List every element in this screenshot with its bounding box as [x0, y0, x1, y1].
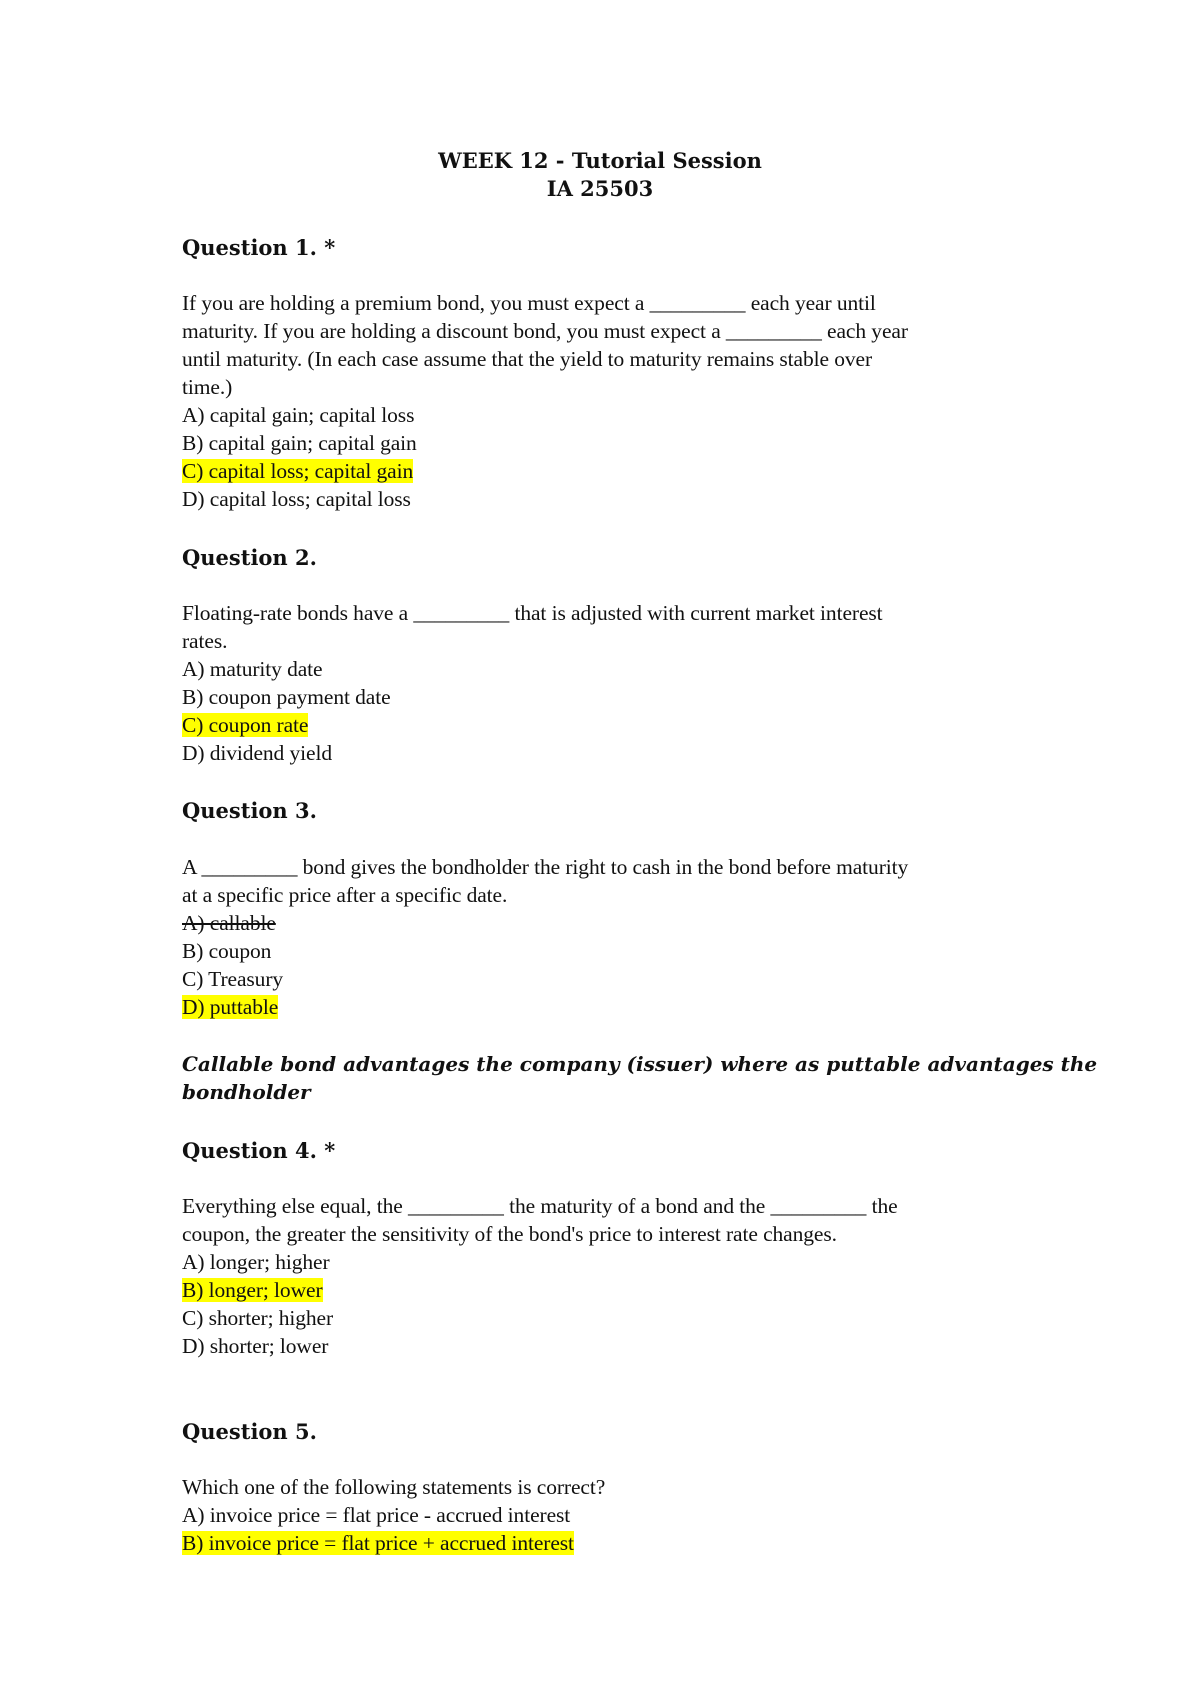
answer-highlight: B) longer; lower: [182, 1278, 323, 1302]
question-3-note-line: Callable bond advantages the company (issuer) where as puttable advantages the: [182, 1052, 1098, 1076]
question-4-option-a: A) longer; higher: [182, 1250, 330, 1274]
question-2-stem-line: Floating-rate bonds have a _________ that is adjusted with current market interest: [182, 601, 883, 625]
question-2-option-d: D) dividend yield: [182, 741, 332, 765]
question-3-heading: Question 3.: [182, 798, 317, 823]
question-1-stem-line: until maturity. (In each case assume that the yield to maturity remains stable over: [182, 347, 873, 371]
question-2-option-a: A) maturity date: [182, 657, 323, 681]
question-4-stem-line: coupon, the greater the sensitivity of the bond's price to interest rate changes.: [182, 1222, 837, 1246]
question-1-stem-line: maturity. If you are holding a discount bond, you must expect a _________ each year: [182, 319, 908, 343]
answer-highlight: C) coupon rate: [182, 713, 309, 737]
question-1-stem-line: If you are holding a premium bond, you must expect a _________ each year until: [182, 291, 876, 315]
question-5-option-b: [182, 1531, 574, 1556]
question-4-heading: Question 4. *: [182, 1138, 336, 1163]
struck-option: A) callable: [182, 911, 276, 935]
document-title: WEEK 12 - Tutorial Session: [438, 148, 762, 173]
question-1-stem-line: time.): [182, 375, 233, 399]
question-1-option-b: B) capital gain; capital gain: [182, 431, 417, 455]
course-code: IA 25503: [546, 176, 654, 201]
answer-highlight: B) invoice price = flat price + accrued interest: [182, 1531, 574, 1555]
question-3-option-c: C) Treasury: [182, 967, 284, 991]
question-4-option-c: C) shorter; higher: [182, 1306, 334, 1330]
question-3-stem-line: at a specific price after a specific date.: [182, 883, 508, 907]
question-1-option-a: A) capital gain; capital loss: [182, 403, 415, 427]
question-5-stem-line: Which one of the following statements is correct?: [182, 1475, 606, 1499]
question-3-stem-line: A _________ bond gives the bondholder the right to cash in the bond before maturity: [182, 855, 909, 879]
question-1-option-c: [182, 459, 413, 484]
question-1-heading: Question 1. *: [182, 235, 336, 260]
question-4-option-d: D) shorter; lower: [182, 1334, 329, 1358]
question-3-option-b: B) coupon: [182, 939, 272, 963]
answer-highlight: D) puttable: [182, 995, 279, 1019]
question-3-option-d: [182, 995, 278, 1020]
question-3-note-line: bondholder: [182, 1080, 311, 1104]
question-5-heading: Question 5.: [182, 1419, 317, 1444]
question-3-option-a: [182, 911, 276, 936]
question-5-option-a: A) invoice price = flat price - accrued interest: [182, 1503, 571, 1527]
question-2-option-b: B) coupon payment date: [182, 685, 391, 709]
answer-highlight: C) capital loss; capital gain: [182, 459, 414, 483]
question-2-option-c: [182, 713, 308, 738]
question-1-option-d: D) capital loss; capital loss: [182, 487, 411, 511]
question-2-heading: Question 2.: [182, 545, 317, 570]
question-4-stem-line: Everything else equal, the _________ the maturity of a bond and the _________ the: [182, 1194, 898, 1218]
question-4-option-b: [182, 1278, 323, 1303]
question-2-stem-line: rates.: [182, 629, 228, 653]
